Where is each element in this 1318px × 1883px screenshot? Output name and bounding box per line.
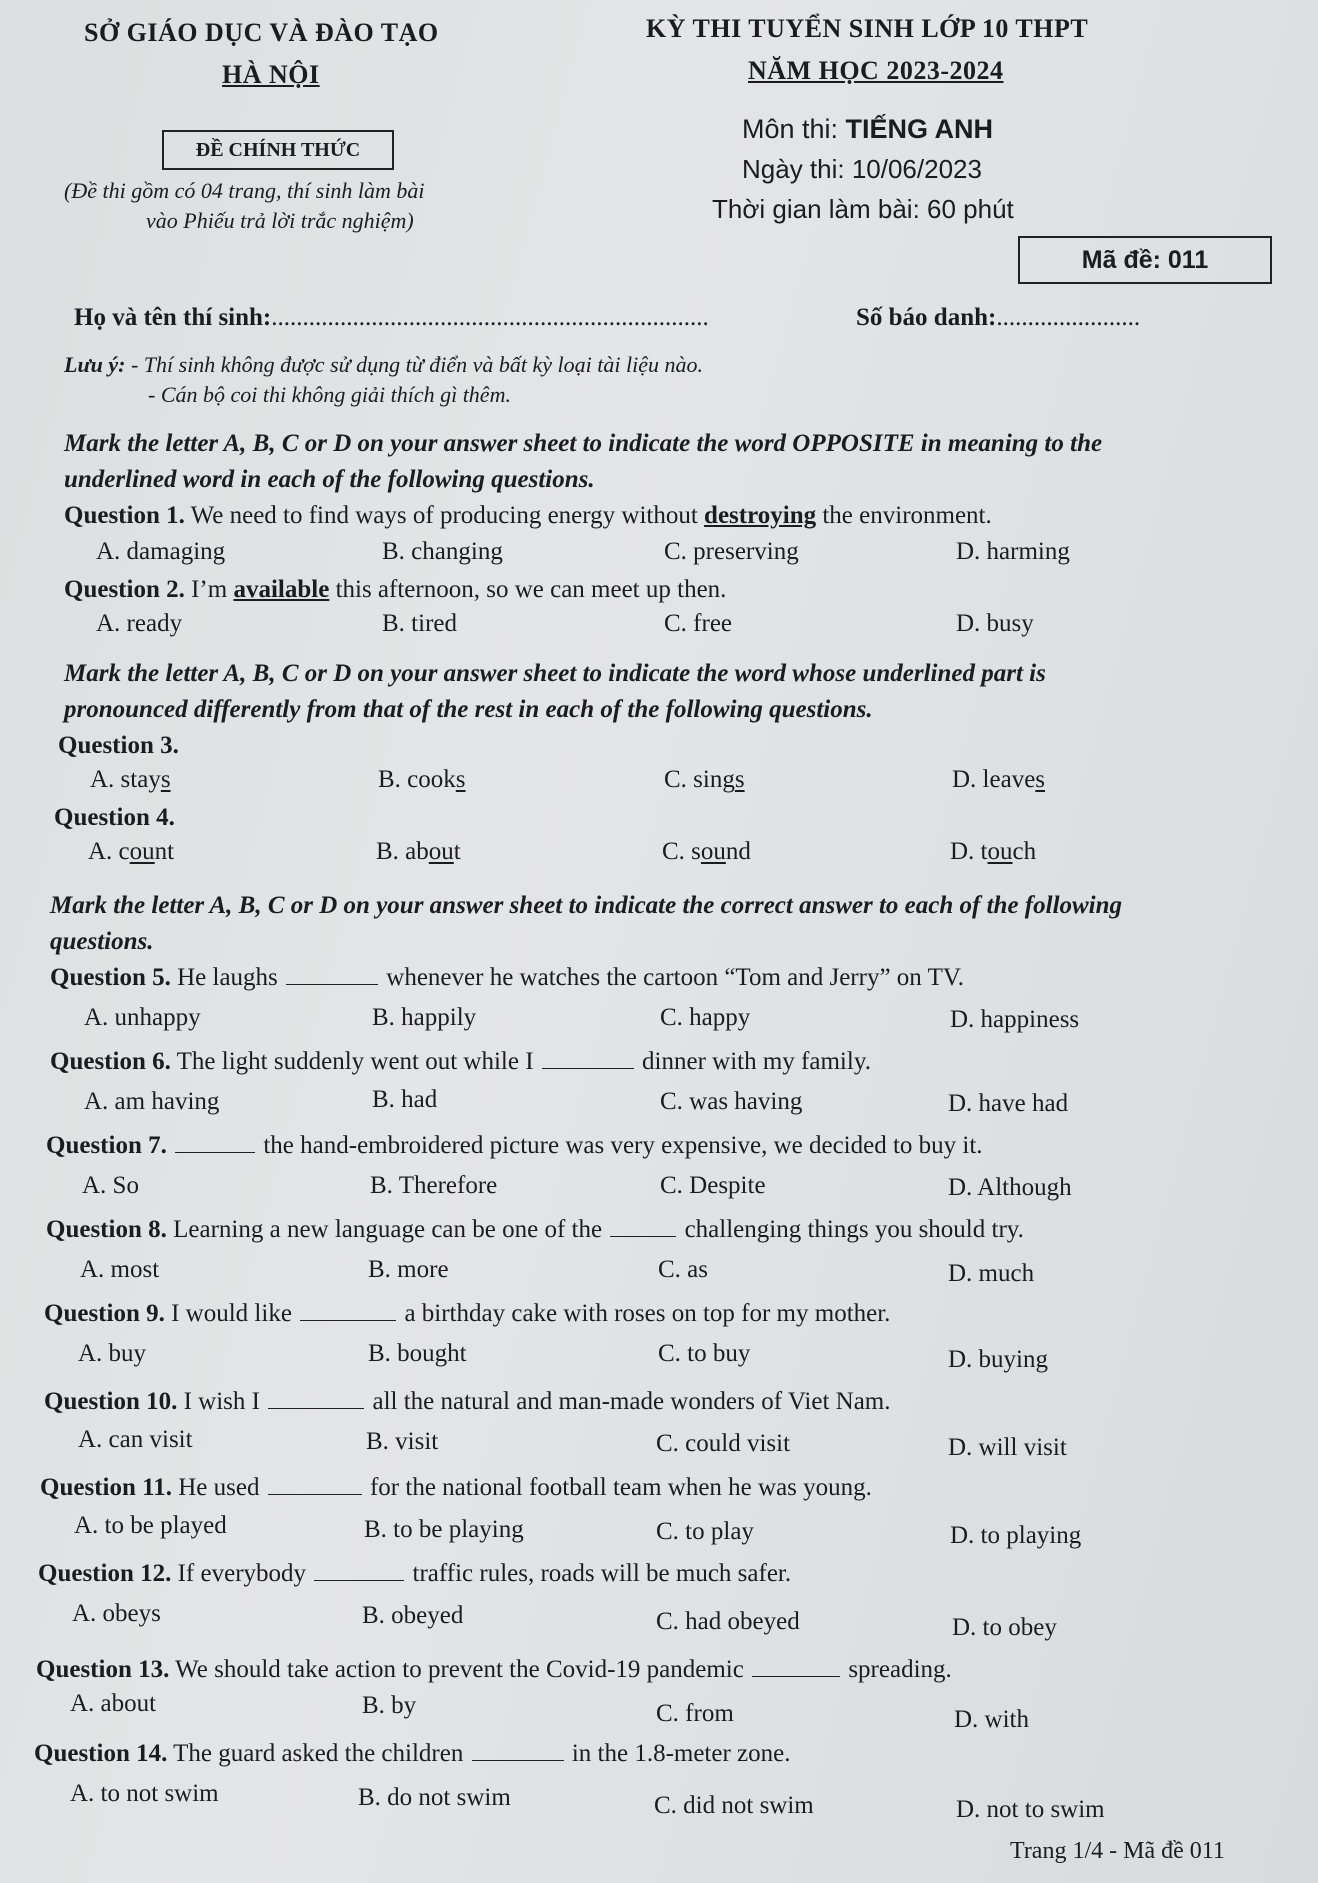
question-13 (36, 1656, 952, 1684)
q3-c-text: C. sing (664, 766, 735, 793)
q6-option-d: D. have had (948, 1090, 1069, 1117)
note-prefix: Lưu ý: (64, 352, 126, 377)
instruction-2-line-1: Mark the letter A, B, C or D on your answer sheet to indicate the word whose underlined part is (64, 660, 1046, 687)
q3-option-a (90, 766, 171, 794)
q6-blank (542, 1067, 634, 1069)
official-label: ĐỀ CHÍNH THỨC (195, 139, 361, 161)
department-name: SỞ GIÁO DỤC VÀ ĐÀO TẠO (84, 18, 439, 47)
note-line-2: - Cán bộ coi thi không giải thích gì thêm. (148, 382, 511, 407)
question-2-label: Question 2. (64, 576, 185, 603)
subject-value: TIẾNG ANH (845, 114, 994, 144)
instruction-1-line-2: underlined word in each of the following questions. (64, 466, 595, 493)
q2-option-b: B. tired (382, 610, 457, 637)
q7-text-post: the hand-embroidered picture was very expensive, we decided to buy it. (257, 1132, 983, 1159)
q2-option-d: D. busy (956, 610, 1034, 637)
q3-d-text: D. leave (952, 766, 1036, 793)
question-11-label: Question 11. (40, 1474, 172, 1501)
student-name-label: Họ và tên thí sinh: (74, 304, 272, 331)
q6-option-a: A. am having (84, 1088, 220, 1115)
q11-blank (268, 1493, 362, 1495)
q11-option-b: B. to be playing (364, 1516, 524, 1543)
q1-option-a: A. damaging (96, 538, 226, 565)
q1-option-d: D. harming (956, 538, 1070, 565)
city-name: HÀ NỘI (222, 60, 320, 89)
q11-option-c: C. to play (656, 1518, 754, 1545)
note-text-1: - Thí sinh không được sử dụng từ điển và bất kỳ loại tài liệu nào. (125, 352, 703, 377)
q2-text-pre: I’m (184, 576, 234, 603)
q7-option-a: A. So (82, 1172, 139, 1199)
q5-option-c: C. happy (660, 1004, 751, 1031)
q3-option-b (378, 766, 466, 794)
q10-option-a: A. can visit (78, 1426, 193, 1453)
q9-text-post: a birthday cake with roses on top for my mother. (398, 1300, 891, 1327)
q9-option-d: D. buying (948, 1346, 1048, 1373)
q1-option-c: C. preserving (664, 538, 799, 565)
school-year: NĂM HỌC 2023-2024 (748, 56, 1004, 85)
q5-option-d: D. happiness (950, 1006, 1080, 1033)
q8-option-a: A. most (80, 1256, 160, 1283)
q10-blank (268, 1407, 364, 1409)
q5-option-a: A. unhappy (84, 1004, 201, 1031)
q5-text-pre: He laughs (170, 964, 285, 991)
q7-text-pre (167, 1132, 173, 1159)
q4-option-c (662, 838, 751, 866)
q12-text-pre: If everybody (171, 1560, 313, 1587)
question-12 (38, 1560, 791, 1588)
q12-option-c: C. had obeyed (656, 1608, 800, 1635)
q12-blank (314, 1579, 404, 1581)
q12-option-a: A. obeys (72, 1600, 161, 1627)
q11-option-a: A. to be played (74, 1512, 227, 1539)
instruction-3-line-2: questions. (50, 928, 154, 955)
q13-option-c: C. from (656, 1700, 734, 1727)
q13-option-a: A. about (70, 1690, 157, 1717)
q4-c-pre: C. s (662, 838, 701, 865)
q11-option-d: D. to playing (950, 1522, 1082, 1549)
question-12-label: Question 12. (38, 1560, 172, 1587)
question-14 (34, 1740, 791, 1768)
student-id-row (856, 304, 1140, 332)
q3-d-underlined: s (1035, 766, 1046, 793)
q14-text-post: in the 1.8-meter zone. (565, 1740, 791, 1767)
q10-text-pre: I wish I (177, 1388, 267, 1415)
q3-option-d (952, 766, 1045, 794)
q4-a-underlined: ou (129, 838, 155, 865)
exam-code-box (1018, 236, 1272, 284)
q4-b-underlined: ou (428, 838, 454, 865)
question-7-label: Question 7. (46, 1132, 167, 1159)
q2-option-a: A. ready (96, 610, 183, 637)
student-name-row (74, 304, 709, 332)
instruction-2-line-2: pronounced differently from that of the rest in each of the following questions. (64, 696, 873, 723)
q9-option-a: A. buy (78, 1340, 147, 1367)
official-exam-box (162, 130, 394, 170)
exam-date: Ngày thi: 10/06/2023 (742, 154, 982, 184)
q4-option-a (88, 838, 174, 866)
q1-option-b: B. changing (382, 538, 503, 565)
q4-a-pre: A. c (88, 838, 130, 865)
q3-option-c (664, 766, 745, 794)
question-5-label: Question 5. (50, 964, 171, 991)
question-6-label: Question 6. (50, 1048, 171, 1075)
q13-blank (752, 1675, 840, 1677)
q14-option-a: A. to not swim (70, 1780, 219, 1807)
q1-text-post: the environment. (816, 502, 992, 529)
q6-option-c: C. was having (660, 1088, 803, 1115)
q1-underlined-word: destroying (704, 502, 817, 529)
student-id-label: Số báo danh: (856, 304, 997, 331)
q8-text-post: challenging things you should try. (678, 1216, 1024, 1243)
question-10 (44, 1388, 891, 1416)
q2-option-c: C. free (664, 610, 733, 637)
question-1 (64, 502, 992, 530)
q9-blank (300, 1319, 396, 1321)
q4-option-d (950, 838, 1036, 866)
q14-text-pre: The guard asked the children (167, 1740, 470, 1767)
q6-option-b: B. had (372, 1086, 438, 1113)
q11-text-pre: He used (171, 1474, 266, 1501)
q4-d-post: ch (1012, 838, 1037, 865)
student-id-dots: ....................... (996, 304, 1141, 331)
q14-option-d: D. not to swim (956, 1796, 1105, 1823)
q7-option-c: C. Despite (660, 1172, 766, 1199)
q5-option-b: B. happily (372, 1004, 477, 1031)
q9-text-pre: I would like (164, 1300, 299, 1327)
q7-option-b: B. Therefore (370, 1172, 498, 1199)
q3-b-text: B. cook (378, 766, 456, 793)
q7-blank (175, 1151, 255, 1153)
q1-text-pre: We need to find ways of producing energy without (184, 502, 705, 529)
q8-blank (610, 1235, 676, 1237)
q4-option-b (376, 838, 461, 866)
q9-option-c: C. to buy (658, 1340, 751, 1367)
q9-option-b: B. bought (368, 1340, 467, 1367)
question-5 (50, 964, 964, 992)
q4-c-post: nd (725, 838, 751, 865)
q12-option-d: D. to obey (952, 1614, 1057, 1641)
question-3-label: Question 3. (58, 732, 179, 759)
q13-option-b: B. by (362, 1692, 417, 1719)
question-2 (64, 576, 726, 604)
q6-text-post: dinner with my family. (635, 1048, 871, 1075)
q3-b-underlined: s (455, 766, 466, 793)
q10-text-post: all the natural and man-made wonders of Viet Nam. (366, 1388, 891, 1415)
page-count-note-1: (Đề thi gồm có 04 trang, thí sinh làm bài (64, 178, 425, 203)
q4-b-pre: B. ab (376, 838, 429, 865)
student-name-dots: ...................................................................... (271, 304, 709, 331)
q4-b-post: t (453, 838, 461, 865)
q4-d-underlined: ou (987, 838, 1013, 865)
q14-option-b: B. do not swim (358, 1784, 511, 1811)
exam-code: Mã đề: 011 (1081, 246, 1209, 274)
question-7 (46, 1132, 983, 1160)
exam-title: KỲ THI TUYỂN SINH LỚP 10 THPT (646, 14, 1089, 43)
q11-text-post: for the national football team when he was young. (363, 1474, 872, 1501)
q6-text-pre: The light suddenly went out while I (170, 1048, 540, 1075)
page-footer: Trang 1/4 - Mã đề 011 (1010, 1838, 1225, 1864)
question-8-label: Question 8. (46, 1216, 167, 1243)
q8-text-pre: Learning a new language can be one of the (166, 1216, 609, 1243)
q13-option-d: D. with (954, 1706, 1029, 1733)
q13-text-pre: We should take action to prevent the Covid-19 pandemic (169, 1656, 751, 1683)
q3-c-underlined: s (734, 766, 745, 793)
subject-label: Môn thi: (742, 114, 846, 144)
q8-option-c: C. as (658, 1256, 708, 1283)
q4-d-pre: D. t (950, 838, 988, 865)
q4-a-post: nt (154, 838, 175, 865)
question-6 (50, 1048, 871, 1076)
q10-option-c: C. could visit (656, 1430, 791, 1457)
q2-text-post: this afternoon, so we can meet up then. (329, 576, 727, 603)
question-11 (40, 1474, 872, 1502)
question-10-label: Question 10. (44, 1388, 178, 1415)
q10-option-b: B. visit (366, 1428, 439, 1455)
q3-a-underlined: s (160, 766, 171, 793)
instruction-3-line-1: Mark the letter A, B, C or D on your answer sheet to indicate the correct answer to each of the following (50, 892, 1123, 919)
question-13-label: Question 13. (36, 1656, 170, 1683)
question-8 (46, 1216, 1024, 1244)
q12-option-b: B. obeyed (362, 1602, 464, 1629)
q5-text-post: whenever he watches the cartoon “Tom and Jerry” on TV. (380, 964, 964, 991)
question-4-label: Question 4. (54, 804, 175, 831)
question-14-label: Question 14. (34, 1740, 168, 1767)
question-1-label: Question 1. (64, 502, 185, 529)
question-9 (44, 1300, 890, 1328)
q13-text-post: spreading. (842, 1656, 952, 1683)
q8-option-d: D. much (948, 1260, 1035, 1287)
page-count-note-2: vào Phiếu trả lời trắc nghiệm) (146, 208, 414, 233)
q14-blank (472, 1759, 564, 1761)
q7-option-d: D. Although (948, 1174, 1072, 1201)
q3-a-text: A. stay (90, 766, 161, 793)
q5-blank (286, 983, 378, 985)
q14-option-c: C. did not swim (654, 1792, 814, 1819)
question-9-label: Question 9. (44, 1300, 165, 1327)
q12-text-post: traffic rules, roads will be much safer. (406, 1560, 792, 1587)
instruction-1-line-1: Mark the letter A, B, C or D on your answer sheet to indicate the word OPPOSITE in meaning to the (64, 430, 1103, 457)
q2-underlined-word: available (233, 576, 330, 603)
q4-c-underlined: ou (700, 838, 726, 865)
exam-duration: Thời gian làm bài: 60 phút (712, 194, 1014, 224)
note-line-1 (64, 352, 703, 378)
subject (742, 114, 993, 145)
q8-option-b: B. more (368, 1256, 449, 1283)
q10-option-d: D. will visit (948, 1434, 1067, 1461)
